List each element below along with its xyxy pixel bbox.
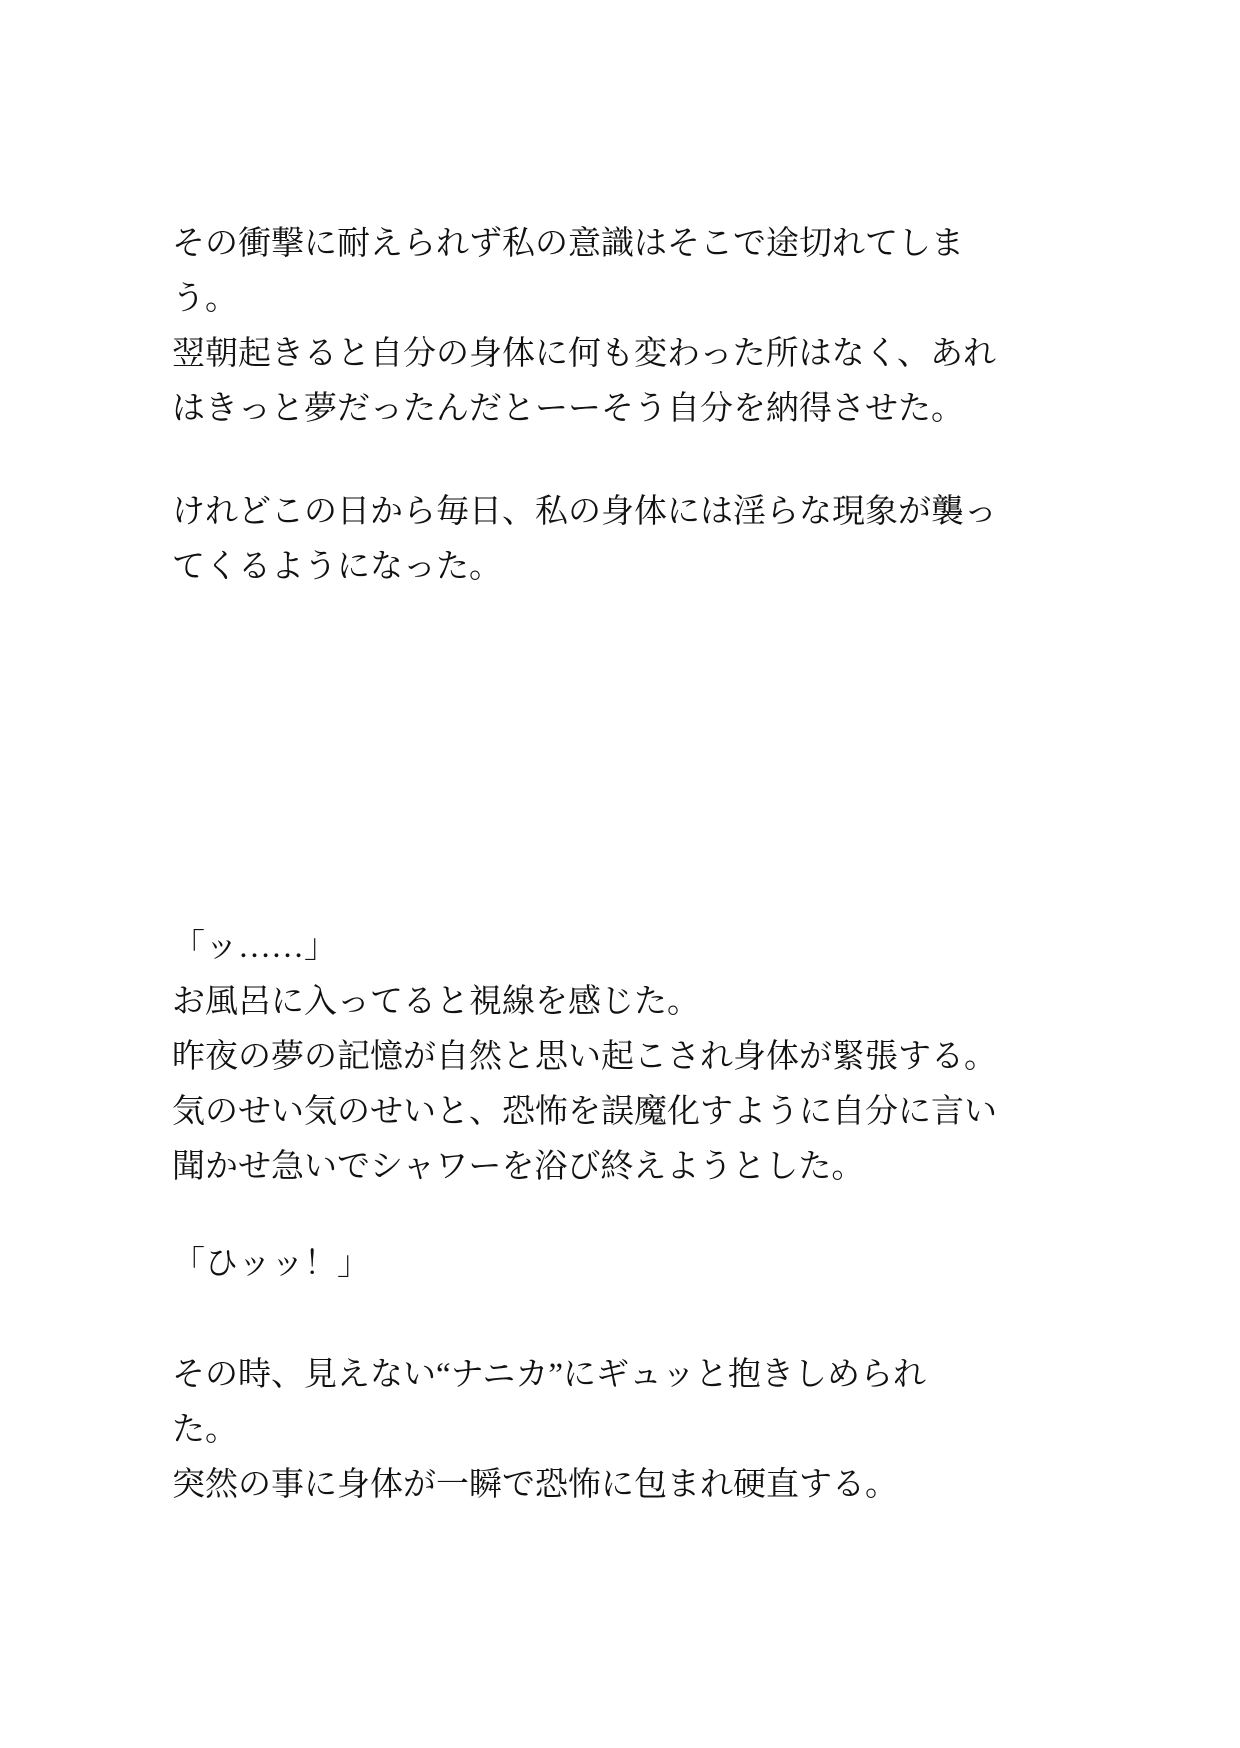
paragraph-1 bbox=[172, 217, 997, 437]
text-line: お風呂に入ってると視線を感じた。 bbox=[172, 984, 700, 1020]
text-line: 昨夜の夢の記憶が自然と思い起こされ身体が緊張する。 bbox=[172, 1039, 997, 1075]
text-line: 突然の事に身体が一瞬で恐怖に包まれ硬直する。 bbox=[172, 1467, 898, 1503]
text-line: 「ッ……」 bbox=[172, 929, 337, 965]
text-line: た。 bbox=[172, 1412, 238, 1448]
text-line: その時、見えない“ナニカ”にギュッと抱きしめられ bbox=[172, 1357, 926, 1393]
paragraph-3 bbox=[172, 920, 997, 1195]
paragraph-2 bbox=[172, 485, 997, 595]
text-line: その衝撃に耐えられず私の意識はそこで途切れてしま bbox=[172, 226, 964, 262]
text-line: はきっと夢だったんだとーーそう自分を納得させた。 bbox=[172, 391, 964, 427]
text-line: 翌朝起きると自分の身体に何も変わった所はなく、あれ bbox=[172, 336, 997, 372]
paragraph-4 bbox=[172, 1237, 982, 1292]
text-line: てくるようになった。 bbox=[172, 549, 502, 585]
text-line: 聞かせ急いでシャワーを浴び終えようとした。 bbox=[172, 1149, 865, 1185]
text-line: う。 bbox=[172, 281, 238, 317]
text-line: 気のせい気のせいと、恐怖を誤魔化すように自分に言い bbox=[172, 1094, 997, 1130]
text-line: 「ひッッ！」 bbox=[172, 1246, 370, 1282]
paragraph-5 bbox=[172, 1348, 982, 1513]
text-line: けれどこの日から毎日、私の身体には淫らな現象が襲っ bbox=[172, 494, 997, 530]
body-text bbox=[172, 217, 997, 1513]
